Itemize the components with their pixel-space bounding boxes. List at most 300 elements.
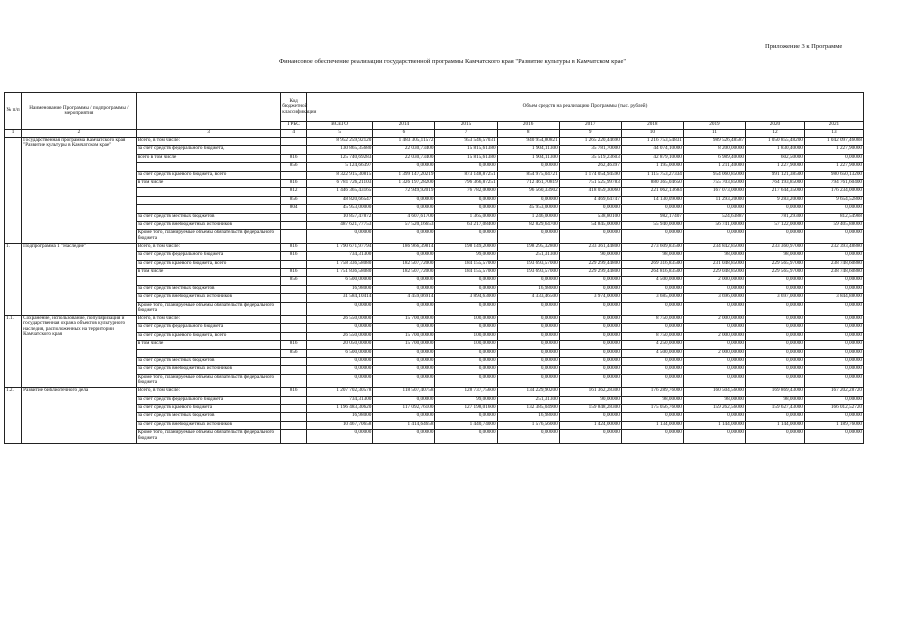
year-value: 1 440,74000	[435, 421, 497, 429]
year-value: 0,00000	[497, 316, 559, 324]
year-value: 1 227,90000	[804, 163, 863, 171]
total-value: 130 865,35680	[306, 146, 372, 154]
year-value: 35 519,23603	[559, 154, 621, 162]
header-amount: Объем средств на реализацию Программы (тыс. рублей)	[306, 93, 863, 122]
year-value: 14 130,09000	[621, 196, 683, 204]
total-value: 0,00000	[306, 430, 372, 444]
year-value: 15 700,00000	[373, 341, 435, 349]
year-value: 0,00000	[497, 302, 559, 316]
grbs-code	[281, 413, 307, 421]
year-value: 0,00000	[435, 349, 497, 357]
total-value: 6 500,00000	[306, 277, 372, 285]
year-value: 0,00000	[373, 324, 435, 332]
grbs-code: 812	[281, 188, 307, 196]
year-value: 16,98000	[497, 413, 559, 421]
funding-source-label: за счет средств краевого бюджета, всего	[136, 332, 281, 340]
year-value: 0,00000	[683, 430, 745, 444]
year-value: 167 202,28720	[804, 388, 863, 396]
total-value: 10 467,70658	[306, 421, 372, 429]
grbs-code: 816	[281, 341, 307, 349]
year-value: 0,00000	[435, 196, 497, 204]
total-value: 6 500,00000	[306, 349, 372, 357]
year-value: 0,00000	[621, 374, 683, 388]
column-number: 6	[373, 130, 435, 138]
funding-source-label: за счет средств внебюджетных источников	[136, 294, 281, 302]
total-value: 1 207 702,30578	[306, 388, 372, 396]
year-value: 1 904,11300	[497, 146, 559, 154]
year-value: 90,00000	[559, 396, 621, 404]
year-value: 59 405,88000	[804, 221, 863, 229]
year-value: 0,00000	[373, 396, 435, 404]
header-year: 2016	[497, 122, 559, 130]
header-year: 2018	[621, 122, 683, 130]
year-value: 796 366,87251	[435, 179, 497, 187]
year-value: 1 144,00000	[683, 421, 745, 429]
year-value: 0,00000	[804, 341, 863, 349]
column-number: 10	[621, 130, 683, 138]
column-number: 3	[136, 130, 281, 138]
year-value: 0,00000	[746, 316, 805, 324]
year-value: 0,00000	[559, 366, 621, 374]
year-value: 0,00000	[435, 230, 497, 244]
grbs-code: 816	[281, 179, 307, 187]
table-body	[5, 138, 864, 444]
year-value: 238 748,60880	[804, 260, 863, 268]
year-value: 251,31300	[497, 396, 559, 404]
header-no: № п/п	[5, 93, 22, 130]
year-value: 0,00000	[373, 413, 435, 421]
year-value: 132 385,04900	[497, 405, 559, 413]
year-value: 418 059,30060	[559, 188, 621, 196]
year-value: 0,00000	[559, 332, 621, 340]
year-value: 0,00000	[683, 366, 745, 374]
year-value: 0,00000	[373, 277, 435, 285]
year-value: 764 193,85000	[746, 179, 805, 187]
grbs-code: 856	[281, 349, 307, 357]
grbs-code	[281, 324, 307, 332]
year-value: 0,00000	[559, 230, 621, 244]
year-value: 233 360,97000	[746, 243, 805, 251]
year-value: 159 848,28300	[559, 405, 621, 413]
year-value: 0,00000	[559, 324, 621, 332]
grbs-code: 856	[281, 196, 307, 204]
column-number: 7	[435, 130, 497, 138]
funding-source-label	[136, 205, 281, 213]
year-value: 98,00000	[621, 252, 683, 260]
year-value: 128 737,75600	[435, 388, 497, 396]
year-value: 538,80100	[559, 213, 621, 221]
year-value: 98,00000	[746, 252, 805, 260]
year-value: 0,00000	[435, 205, 497, 213]
year-value: 0,00000	[497, 374, 559, 388]
year-value: 0,00000	[373, 252, 435, 260]
column-number: 4	[281, 130, 307, 138]
year-value: 273 609,83500	[621, 243, 683, 251]
year-value: 0,00000	[373, 302, 435, 316]
grbs-code	[281, 357, 307, 365]
program-name: Сохранение, использование, популяризация и государственная охрана объектов культурного наследия, расположенных на территории Камчатского края	[22, 316, 137, 388]
funding-source-label: Всего, в том числе:	[136, 316, 281, 324]
year-value: 0,00000	[683, 341, 745, 349]
year-value: 160 504,56000	[683, 388, 745, 396]
year-value: 100,00000	[435, 341, 497, 349]
header-grbs: ГРБС	[281, 122, 307, 130]
year-value: 262,46397	[559, 163, 621, 171]
year-value: 0,00000	[497, 366, 559, 374]
row-number: 1.2.	[5, 388, 22, 443]
year-value: 0,00000	[746, 349, 805, 357]
year-value: 0,00000	[373, 285, 435, 293]
year-value: 1 830,40000	[746, 146, 805, 154]
year-value: 1 189,76000	[804, 421, 863, 429]
year-value: 8 750,00000	[621, 316, 683, 324]
funding-source-label: за счет средств федерального бюджета	[136, 324, 281, 332]
funding-source-label: за счет средств федерального бюджета,	[136, 146, 281, 154]
year-value: 221 062,13684	[621, 188, 683, 196]
year-value: 0,00000	[746, 277, 805, 285]
year-value: 238 748,60880	[804, 268, 863, 276]
year-value: 0,00000	[804, 205, 863, 213]
funding-source-label: в том числе	[136, 179, 281, 187]
year-value: 72 949,92019	[373, 188, 435, 196]
year-value: 22 030,73400	[373, 154, 435, 162]
year-value: 184 155,57000	[435, 260, 497, 268]
year-value: 100,00000	[435, 332, 497, 340]
year-value: 812,54988	[804, 213, 863, 221]
year-value: 184 155,57000	[435, 268, 497, 276]
grbs-code: 816	[281, 388, 307, 396]
year-value: 0,00000	[804, 285, 863, 293]
total-value: 487 621,77753	[306, 221, 372, 229]
total-value: 26 550,00000	[306, 316, 372, 324]
funding-source-label: за счет средств местных бюджетов	[136, 357, 281, 365]
year-value: 0,00000	[373, 349, 435, 357]
header-name: Наименование Программы / подпрограммы / мероприятия	[22, 93, 137, 130]
grbs-code	[281, 316, 307, 324]
year-value: 794 761,60400	[804, 179, 863, 187]
header-year: 2014	[373, 122, 435, 130]
funding-source-label: за счет средств федерального бюджета	[136, 252, 281, 260]
year-value: 134 229,90200	[497, 388, 559, 396]
document-title: Финансовое обеспечение реализации государственной программы Камчатского края "Развитие культуры в Камчатском крае"	[278, 58, 627, 65]
year-value: 0,00000	[621, 230, 683, 244]
year-value: 229 299,44800	[559, 268, 621, 276]
funding-source-label: Всего, в том числе:	[136, 138, 281, 146]
year-value: 1 265 220,44690	[559, 138, 621, 146]
year-value: 98,00000	[746, 396, 805, 404]
year-value: 176 234,00000	[804, 188, 863, 196]
year-value: 100,00000	[435, 316, 497, 324]
grbs-code	[281, 421, 307, 429]
year-value: 98,00000	[683, 396, 745, 404]
year-value: 0,00000	[559, 285, 621, 293]
grbs-code	[281, 430, 307, 444]
header-row	[5, 93, 864, 122]
program-name: Государственная программа Камчатского края "Развитие культуры в Камчатском крае"	[22, 138, 137, 244]
funding-source-label: за счет средств внебюджетных источников	[136, 221, 281, 229]
year-value: 35 781,70000	[559, 146, 621, 154]
year-value: 0,00000	[804, 357, 863, 365]
year-value: 9 283,20000	[746, 196, 805, 204]
funding-source-label	[136, 196, 281, 204]
year-value: 118 507,40758	[373, 388, 435, 396]
grbs-code: 804	[281, 205, 307, 213]
year-value: 0,00000	[497, 357, 559, 365]
year-value: 989 526,48587	[683, 138, 745, 146]
year-value: 0,00000	[683, 324, 745, 332]
year-value: 0,00000	[804, 302, 863, 316]
year-value: 99,00000	[435, 252, 497, 260]
year-value: 0,00000	[559, 357, 621, 365]
year-value: 251,31300	[497, 252, 559, 260]
grbs-code	[281, 213, 307, 221]
year-value: 232 393,48880	[804, 243, 863, 251]
grbs-code: 816	[281, 154, 307, 162]
year-value: 0,00000	[497, 349, 559, 357]
year-value: 4 469,64747	[559, 196, 621, 204]
year-value: 182 507,72000	[373, 268, 435, 276]
year-value: 0,00000	[746, 366, 805, 374]
year-value: 0,00000	[559, 277, 621, 285]
total-value: 1 790 671,97794	[306, 243, 372, 251]
year-value: 159 262,56000	[683, 405, 745, 413]
year-value: 0,00000	[373, 230, 435, 244]
year-value: 3 894,63000	[435, 294, 497, 302]
total-value: 1 758 336,58080	[306, 260, 372, 268]
grbs-code	[281, 374, 307, 388]
year-value: 0,00000	[497, 163, 559, 171]
header-year: 2019	[683, 122, 745, 130]
year-value: 0,00000	[746, 332, 805, 340]
year-value: 8 750,00000	[621, 332, 683, 340]
year-value: 96 560,33902	[497, 188, 559, 196]
year-value: 229 565,97000	[746, 268, 805, 276]
funding-source-label: Всего, в том числе:	[136, 243, 281, 251]
year-value: 873 148,87251	[435, 171, 497, 179]
year-value: 161 362,28300	[559, 388, 621, 396]
total-value: 8 322 915,30815	[306, 171, 372, 179]
year-value: 0,00000	[621, 430, 683, 444]
year-value: 4 250,00000	[621, 341, 683, 349]
year-value: 1 115 753,27334	[621, 171, 683, 179]
year-value: 15 700,00000	[373, 316, 435, 324]
year-value: 44 074,10000	[621, 146, 683, 154]
year-value: 0,00000	[621, 357, 683, 365]
year-value: 0,00000	[804, 277, 863, 285]
year-value: 229 565,97000	[746, 260, 805, 268]
year-value: 751 525,99783	[559, 179, 621, 187]
year-value: 940 954,80821	[497, 138, 559, 146]
year-value: 781,29300	[746, 213, 805, 221]
year-value: 0,00000	[373, 366, 435, 374]
year-value: 1 326 197,28200	[373, 179, 435, 187]
grbs-code	[281, 230, 307, 244]
year-value: 117 092,76100	[373, 405, 435, 413]
year-value: 0,00000	[683, 205, 745, 213]
year-value: 198 295,32800	[497, 243, 559, 251]
year-value: 0,00000	[746, 285, 805, 293]
year-value: 0,00000	[683, 230, 745, 244]
program-name: Подпрограмма 1 "Наследие"	[22, 243, 137, 315]
column-number: 2	[22, 130, 137, 138]
year-value: 2 000,00000	[683, 349, 745, 357]
year-value: 1 144,00000	[746, 421, 805, 429]
year-value: 231 048,85000	[683, 260, 745, 268]
total-value: 0,00000	[306, 366, 372, 374]
year-value: 233 361,44800	[559, 243, 621, 251]
grbs-code	[281, 294, 307, 302]
year-value: 0,00000	[559, 349, 621, 357]
total-value: 734,31300	[306, 252, 372, 260]
year-value: 159 627,43000	[746, 405, 805, 413]
funding-source-label: за счет средств местных бюджетов	[136, 413, 281, 421]
year-value: 0,00000	[804, 252, 863, 260]
year-value: 0,00000	[559, 374, 621, 388]
year-value: 0,00000	[621, 302, 683, 316]
year-value: 42 879,10000	[621, 154, 683, 162]
funding-source-label: Всего, в том числе:	[136, 388, 281, 396]
year-value: 0,00000	[746, 374, 805, 388]
financing-table	[4, 92, 864, 444]
total-value: 20 050,00000	[306, 341, 372, 349]
year-value: 953 546,57031	[435, 138, 497, 146]
year-value: 82 829,64700	[497, 221, 559, 229]
year-value: 0,00000	[435, 413, 497, 421]
total-value: 31 584,10414	[306, 294, 372, 302]
grbs-code	[281, 138, 307, 146]
year-value: 4 500,00000	[621, 349, 683, 357]
year-value: 169 869,43000	[746, 388, 805, 396]
year-value: 0,00000	[746, 341, 805, 349]
year-value: 0,00000	[497, 332, 559, 340]
row-number: 1.1.	[5, 316, 22, 388]
year-value: 0,00000	[435, 163, 497, 171]
year-value: 217 644,35000	[746, 188, 805, 196]
year-value: 0,00000	[746, 357, 805, 365]
year-value: 76 782,00000	[435, 188, 497, 196]
funding-source-label	[136, 277, 281, 285]
year-value: 98,00000	[683, 252, 745, 260]
column-number: 5	[306, 130, 372, 138]
year-value: 6 989,40000	[683, 154, 745, 162]
year-value: 166 012,52720	[804, 405, 863, 413]
year-value: 3 697,00000	[746, 294, 805, 302]
column-number: 11	[683, 130, 745, 138]
year-value: 98,00000	[621, 396, 683, 404]
year-value: 90,00000	[559, 252, 621, 260]
funding-source-label: Кроме того, планируемые объемы обязательств федерального бюджета	[136, 374, 281, 388]
year-value: 1 227,90000	[746, 163, 805, 171]
year-value: 0,00000	[497, 277, 559, 285]
year-value: 0,00000	[559, 430, 621, 444]
year-value: 1 227,90000	[804, 146, 863, 154]
year-value: 45 953,00000	[497, 205, 559, 213]
total-value: 1 446 365,43165	[306, 188, 372, 196]
total-value: 16,98000	[306, 413, 372, 421]
year-value: 8 200,00000	[683, 146, 745, 154]
year-value: 0,00000	[559, 205, 621, 213]
year-value: 3 844,88000	[804, 294, 863, 302]
year-value: 229 299,44800	[559, 260, 621, 268]
year-value: 0,00000	[746, 413, 805, 421]
header-year: 2021	[804, 122, 863, 130]
funding-source-label: в том числе	[136, 341, 281, 349]
year-value: 0,00000	[746, 205, 805, 213]
year-value: 0,00000	[746, 324, 805, 332]
year-value: 11 293,20000	[683, 196, 745, 204]
year-value: 15 815,61380	[435, 154, 497, 162]
total-value: 125 740,69283	[306, 154, 372, 162]
row-number: 1.	[5, 243, 22, 315]
year-value: 0,00000	[683, 285, 745, 293]
column-number: 13	[804, 130, 863, 138]
total-value: 26 550,00000	[306, 332, 372, 340]
year-value: 3 696,00000	[683, 294, 745, 302]
funding-source-label: за счет средств внебюджетных источников	[136, 366, 281, 374]
year-value: 0,00000	[497, 230, 559, 244]
year-value: 1 424,00000	[559, 421, 621, 429]
year-value: 1 904,11300	[497, 154, 559, 162]
total-value: 5 124,66397	[306, 163, 372, 171]
year-value: 1 216 753,54831	[621, 138, 683, 146]
total-value: 10 857,47872	[306, 213, 372, 221]
year-value: 15 815,61380	[435, 146, 497, 154]
year-value: 2 000,00000	[683, 316, 745, 324]
grbs-code	[281, 302, 307, 316]
year-value: 1 174 054,94590	[559, 171, 621, 179]
year-value: 0,00000	[435, 302, 497, 316]
year-value: 524,63887	[683, 213, 745, 221]
total-value: 48 820,66547	[306, 196, 372, 204]
year-value: 234 842,85000	[683, 243, 745, 251]
funding-source-label: Кроме того, планируемые объемы обязательств федерального бюджета	[136, 430, 281, 444]
total-value: 6 781 726,21103	[306, 179, 372, 187]
year-value: 0,00000	[804, 332, 863, 340]
year-value: 127 198,01600	[435, 405, 497, 413]
column-number: 12	[746, 130, 805, 138]
year-value: 193 693,57000	[497, 268, 559, 276]
funding-source-label: за счет средств местных бюджетов	[136, 285, 281, 293]
year-value: 176 289,76000	[621, 388, 683, 396]
program-name: Развитие библиотечного дела	[22, 388, 137, 443]
year-value: 0,00000	[804, 230, 863, 244]
year-value: 1 399 147,20219	[373, 171, 435, 179]
year-value: 0,00000	[804, 349, 863, 357]
total-value: 0,00000	[306, 324, 372, 332]
total-value: 0,00000	[306, 302, 372, 316]
year-value: 1 195,00000	[621, 163, 683, 171]
year-value: 0,00000	[683, 374, 745, 388]
year-value: 57 520,16653	[373, 221, 435, 229]
year-value: 99,00000	[435, 396, 497, 404]
header-blank	[136, 93, 281, 130]
column-number: 1	[5, 130, 22, 138]
funding-source-label	[136, 188, 281, 196]
total-value: 1 751 836,58080	[306, 268, 372, 276]
year-value: 57 122,00000	[746, 221, 805, 229]
year-value: 0,00000	[373, 163, 435, 171]
year-value: 56 741,00000	[683, 221, 745, 229]
header-year: 2015	[435, 122, 497, 130]
year-value: 4 500,00000	[621, 277, 683, 285]
funding-source-label: Кроме того, планируемые объемы обязательств федерального бюджета	[136, 230, 281, 244]
header-year: 2017	[559, 122, 621, 130]
header-code: Код бюджетной классификации	[281, 93, 307, 122]
grbs-code	[281, 396, 307, 404]
year-value: 0,00000	[373, 196, 435, 204]
year-value: 0,00000	[559, 413, 621, 421]
year-value: 0,00000	[435, 324, 497, 332]
